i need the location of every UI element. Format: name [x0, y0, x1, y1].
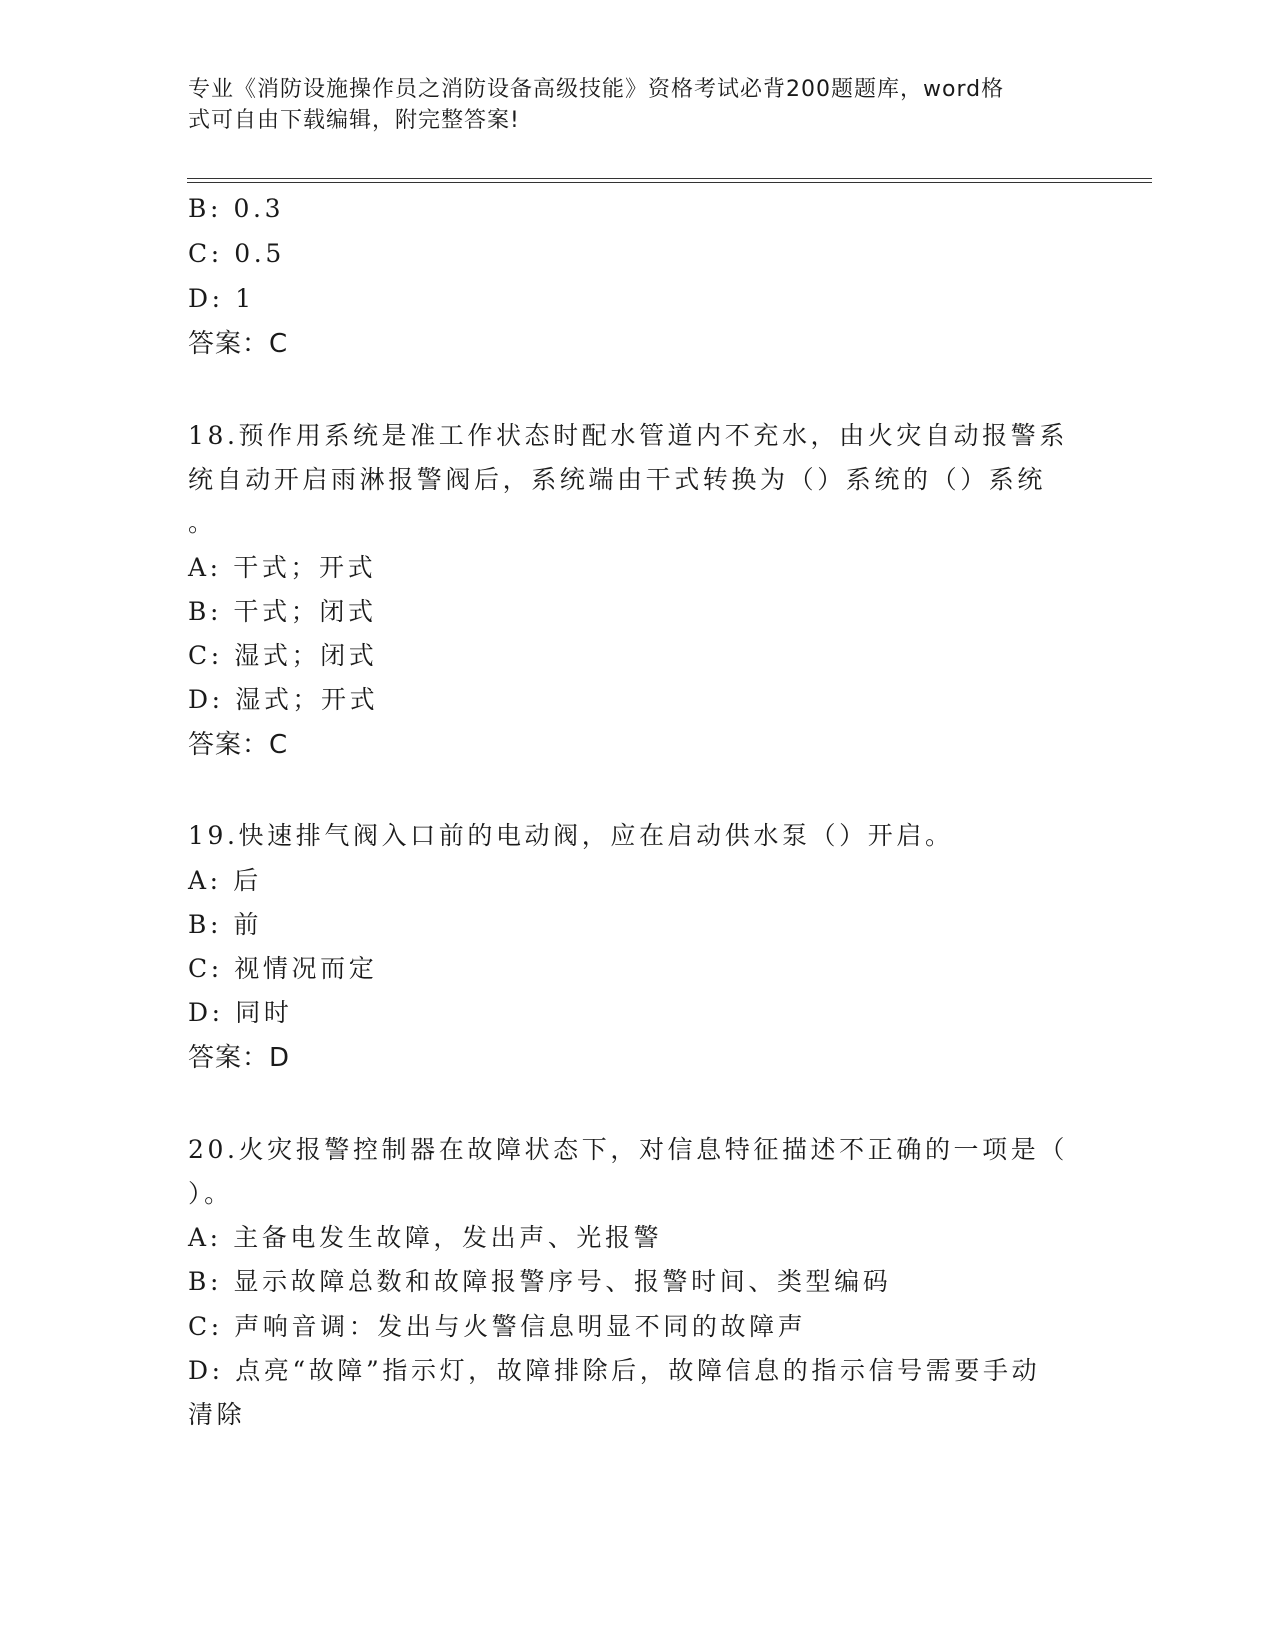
q17-option-b: B: 0.3 — [188, 194, 285, 223]
q20-option-c: C: 声响音调：发出与火警信息明显不同的故障声 — [188, 1312, 807, 1341]
q18-question-line-3: 。 — [188, 508, 217, 537]
q20-question-line-2: ）。 — [188, 1179, 233, 1208]
header-divider-top — [187, 178, 1152, 179]
q17-answer: 答案：C — [188, 329, 289, 359]
q20-option-d-line-2: 清除 — [188, 1400, 246, 1429]
q18-option-b: B: 干式；闭式 — [188, 597, 377, 626]
q20-option-a: A: 主备电发生故障，发出声、光报警 — [188, 1223, 663, 1252]
q19-option-d: D: 同时 — [188, 998, 293, 1027]
q17-option-d: D: 1 — [188, 284, 255, 313]
q18-answer: 答案：C — [188, 730, 289, 760]
q18-question-line-1: 18.预作用系统是准工作状态时配水管道内不充水，由火灾自动报警系 — [188, 421, 1068, 450]
q19-question-line-1: 19.快速排气阀入口前的电动阀，应在启动供水泵（）开启。 — [188, 821, 954, 850]
q20-option-b: B: 显示故障总数和故障报警序号、报警时间、类型编码 — [188, 1267, 892, 1296]
document-header — [188, 74, 1068, 136]
q20-option-d-line-1: D: 点亮“故障”指示灯，故障排除后，故障信息的指示信号需要手动 — [188, 1356, 1041, 1385]
q18-option-c: C: 湿式；闭式 — [188, 641, 378, 670]
q17-option-c: C: 0.5 — [188, 239, 285, 268]
q20-question-line-1: 20.火灾报警控制器在故障状态下，对信息特征描述不正确的一项是（ — [188, 1135, 1068, 1164]
q18-option-d: D: 湿式；开式 — [188, 685, 379, 714]
q19-option-c: C: 视情况而定 — [188, 954, 378, 983]
header-divider-bottom — [187, 182, 1152, 183]
q19-option-a: A: 后 — [188, 866, 262, 895]
q19-answer: 答案：D — [188, 1043, 291, 1073]
header-line-1: 专业《消防设施操作员之消防设备高级技能》资格考试必背200题题库，word格 — [188, 77, 1005, 102]
q18-question-line-2: 统自动开启雨淋报警阀后，系统端由干式转换为（）系统的（）系统 — [188, 465, 1047, 494]
q18-option-a: A: 干式；开式 — [188, 553, 377, 582]
q19-option-b: B: 前 — [188, 910, 263, 939]
header-line-2: 式可自由下载编辑，附完整答案! — [188, 108, 520, 133]
